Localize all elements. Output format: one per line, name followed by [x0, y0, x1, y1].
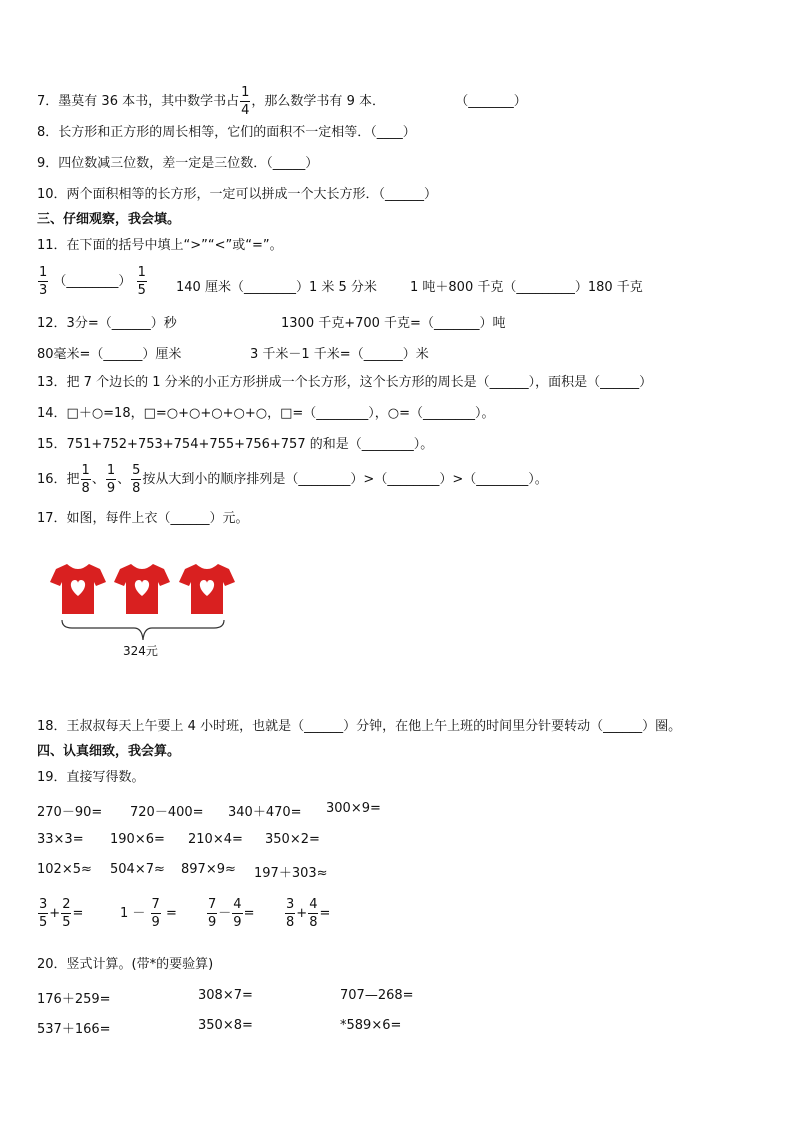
q11-part2: 140 厘米（________）1 米 5 分米: [176, 280, 377, 295]
q11-part3: 1 吨＋800 千克（_________）180 千克: [410, 280, 643, 295]
q19-frac-d: $\frac{3}{8}$ + $\frac{4}{8}$ =: [286, 897, 331, 930]
section-3-heading: 三、仔细观察，我会填。: [37, 212, 181, 227]
total-price-label: 324元: [123, 644, 158, 658]
question-9: 9．四位数减三位数，差一定是三位数．（_____）: [37, 156, 319, 171]
q19-item: 190×6=: [110, 832, 165, 847]
question-14: 14．□＋○=18，□=○+○+○+○+○，□=（________），○=（________）。: [37, 406, 495, 421]
q7-text3: ，那么数学书有: [251, 94, 343, 109]
q19-item: 210×4=: [188, 832, 243, 847]
q16-pre: 16．把: [37, 472, 80, 487]
q16-post: 按从大到小的顺序排列是（________）>（________）>（________）。: [142, 472, 548, 487]
q19-item: 720－400=: [130, 805, 204, 820]
q19-item: 102×5≈: [37, 862, 92, 877]
q19-item: 504×7≈: [110, 862, 165, 877]
q20-item: 350×8=: [198, 1018, 253, 1033]
q19-item: 350×2=: [265, 832, 320, 847]
q7-number2: 9: [346, 94, 355, 109]
q11-frac2: $\frac{1}{5}$: [137, 265, 146, 298]
tshirt-heart-icon: [179, 560, 235, 616]
q16-sep1: 、: [91, 472, 105, 487]
tshirt-heart-icon: [114, 560, 170, 616]
q12-c: 80毫米=（______）厘米: [37, 347, 182, 362]
q16-frac1: $\frac{1}{8}$: [81, 463, 90, 496]
q11-blank1[interactable]: （________）: [53, 274, 132, 289]
q16-sep2: 、: [117, 472, 131, 487]
question-13: 13．把 7 个边长的 1 分米的小正方形拼成一个长方形，这个长方形的周长是（______），面积是（______）: [37, 375, 653, 390]
q11-frac1: $\frac{1}{3}$: [39, 265, 48, 298]
q12-a: 12．3分=（______）秒: [37, 316, 177, 331]
q7-number: 36: [101, 94, 118, 109]
q12-d: 3 千米－1 千米=（______）米: [250, 347, 429, 362]
q7-text: 7．墨莫有: [37, 94, 98, 109]
section-4-heading: 四、认真细致，我会算。: [37, 744, 181, 759]
question-20: 20．竖式计算。(带*的要验算): [37, 957, 214, 972]
q19-item: 300×9=: [326, 801, 381, 816]
q20-item: 537＋166=: [37, 1022, 111, 1037]
question-16: [37, 464, 548, 495]
q20-item: 176＋259=: [37, 992, 111, 1007]
q16-frac3: $\frac{5}{8}$: [132, 463, 141, 496]
question-18: 18．王叔叔每天上午要上 4 小时班，也就是（______）分钟，在他上午上班的时间里分针要转动（______）圈。: [37, 719, 682, 734]
q16-frac2: $\frac{1}{9}$: [106, 463, 116, 496]
brace-icon: [60, 618, 226, 644]
q19-item: 897×9≈: [181, 862, 236, 877]
q19-item: 33×3=: [37, 832, 84, 847]
q19-frac-c: $\frac{7}{9}$ － $\frac{4}{9}$ =: [208, 897, 255, 930]
q19-item: 340＋470=: [228, 805, 302, 820]
q7-fraction: $\frac{1}{4}$: [241, 85, 250, 118]
q7-answer-blank[interactable]: （_______）: [455, 94, 527, 109]
q20-item: *589×6=: [340, 1018, 402, 1033]
q20-item: 707—268=: [340, 988, 414, 1003]
q12-b: 1300 千克+700 千克=（_______）吨: [281, 316, 506, 331]
question-19: 19．直接写得数。: [37, 770, 145, 785]
tshirt-heart-icon: [50, 560, 106, 616]
q7-text2: 本书，其中数学书占: [122, 94, 240, 109]
question-11: 11．在下面的括号中填上“>”“<”或“=”。: [37, 238, 283, 253]
question-17: 17．如图，每件上衣（______）元。: [37, 511, 249, 526]
question-8: 8．长方形和正方形的周长相等，它们的面积不一定相等．（____）: [37, 125, 416, 140]
q19-item: 270－90=: [37, 805, 103, 820]
q19-frac-a: $\frac{3}{5}$ + $\frac{2}{5}$ =: [39, 897, 84, 930]
question-15: 15．751+752+753+754+755+756+757 的和是（________）。: [37, 437, 434, 452]
question-7: [37, 86, 527, 117]
q7-text4: 本．: [358, 94, 385, 109]
q11-row: [37, 266, 148, 297]
q19-item: 197＋303≈: [254, 866, 328, 881]
q20-item: 308×7=: [198, 988, 253, 1003]
question-10: 10．两个面积相等的长方形，一定可以拼成一个大长方形．（______）: [37, 187, 438, 202]
q19-frac-b: 1 － $\frac{7}{9}$ =: [120, 897, 177, 930]
